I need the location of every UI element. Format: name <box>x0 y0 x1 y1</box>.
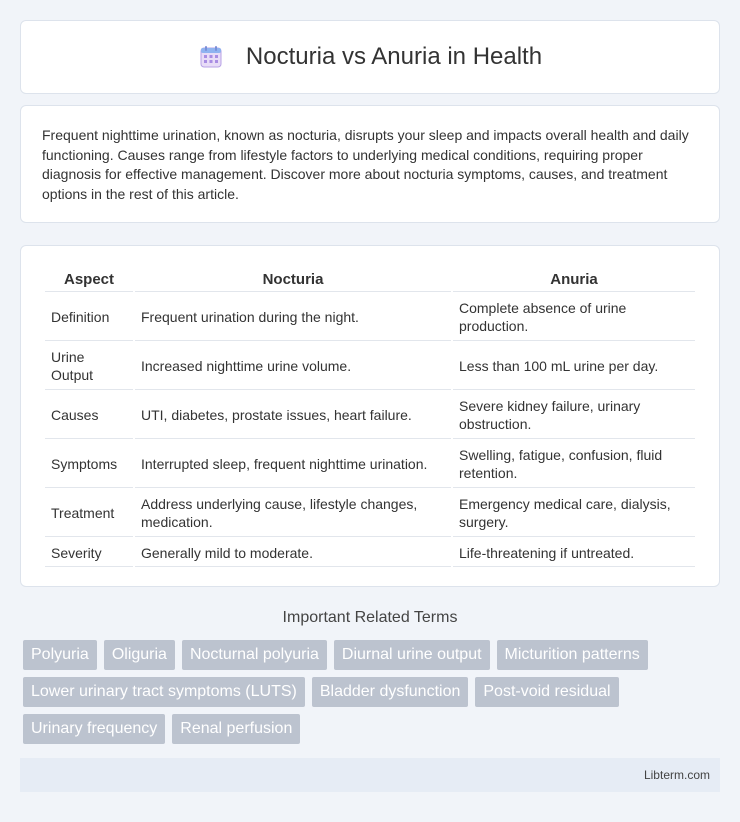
tag-nocturnal-polyuria[interactable]: Nocturnal polyuria <box>182 640 327 670</box>
table-row <box>45 490 695 537</box>
tag-bladder-dysfunction[interactable]: Bladder dysfunction <box>312 677 469 707</box>
table-row <box>45 441 695 488</box>
tag-micturition-patterns[interactable]: Micturition patterns <box>497 640 648 670</box>
page-title: Nocturia vs Anuria in Health <box>245 43 543 70</box>
tag-luts[interactable]: Lower urinary tract symptoms (LUTS) <box>23 677 305 707</box>
header-anuria: Anuria <box>453 268 695 292</box>
cell-anuria: Swelling, fatigue, confusion, fluid retention. <box>453 441 695 488</box>
related-terms-tags <box>23 640 723 744</box>
header-aspect: Aspect <box>45 268 133 292</box>
cell-anuria: Less than 100 mL urine per day. <box>453 343 695 390</box>
footer-brand-link[interactable]: Libterm.com <box>643 768 710 782</box>
cell-nocturia: Generally mild to moderate. <box>135 539 451 567</box>
cell-aspect: Treatment <box>45 490 133 537</box>
tag-urinary-frequency[interactable]: Urinary frequency <box>23 714 165 744</box>
table-row <box>45 294 695 341</box>
calendar-icon <box>198 44 224 70</box>
title-wrap <box>198 43 542 71</box>
table-row <box>45 392 695 439</box>
cell-nocturia: Frequent urination during the night. <box>135 294 451 341</box>
cell-aspect: Severity <box>45 539 133 567</box>
header-nocturia: Nocturia <box>135 268 451 292</box>
cell-anuria: Severe kidney failure, urinary obstruction. <box>453 392 695 439</box>
table-row <box>45 539 695 567</box>
comparison-table-card <box>20 245 720 587</box>
tag-post-void-residual[interactable]: Post-void residual <box>475 677 618 707</box>
cell-aspect: Definition <box>45 294 133 341</box>
table-header-row <box>45 268 695 292</box>
tag-polyuria[interactable]: Polyuria <box>23 640 97 670</box>
cell-anuria: Life-threatening if untreated. <box>453 539 695 567</box>
cell-anuria: Complete absence of urine production. <box>453 294 695 341</box>
intro-paragraph: Frequent nighttime urination, known as nocturia, disrupts your sleep and impacts overall health and daily functioning. Causes range from lifestyle factors to underlying medical conditions, requiring proper diagnosis for effective management. Discover more about nocturia symptoms, causes, and treatment options in the rest of this article. <box>42 127 689 202</box>
intro-card <box>20 105 720 223</box>
footer <box>20 758 720 792</box>
comparison-table <box>43 266 697 569</box>
table-row <box>45 343 695 390</box>
cell-nocturia: UTI, diabetes, prostate issues, heart failure. <box>135 392 451 439</box>
cell-aspect: Urine Output <box>45 343 133 390</box>
tag-oliguria[interactable]: Oliguria <box>104 640 175 670</box>
cell-nocturia: Increased nighttime urine volume. <box>135 343 451 390</box>
cell-nocturia: Interrupted sleep, frequent nighttime urination. <box>135 441 451 488</box>
tag-renal-perfusion[interactable]: Renal perfusion <box>172 714 300 744</box>
cell-anuria: Emergency medical care, dialysis, surgery. <box>453 490 695 537</box>
cell-nocturia: Address underlying cause, lifestyle changes, medication. <box>135 490 451 537</box>
cell-aspect: Causes <box>45 392 133 439</box>
cell-aspect: Symptoms <box>45 441 133 488</box>
tag-diurnal-urine-output[interactable]: Diurnal urine output <box>334 640 490 670</box>
header-card <box>20 20 720 94</box>
related-terms-title: Important Related Terms <box>282 609 458 626</box>
